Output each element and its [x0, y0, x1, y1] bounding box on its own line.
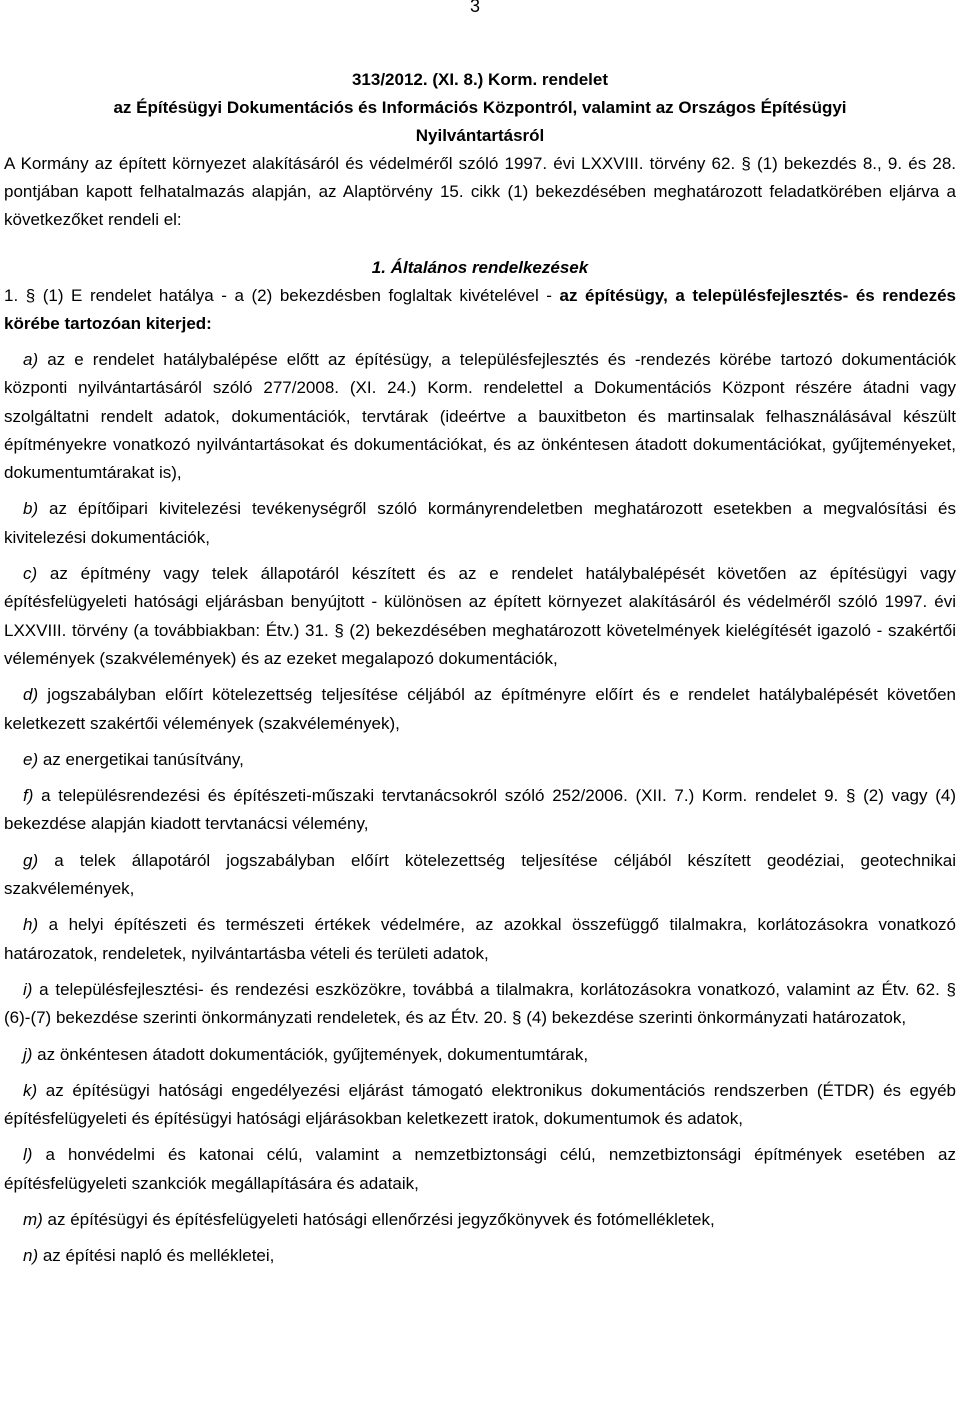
item-label: m): [23, 1210, 43, 1230]
list-item: [4, 1141, 956, 1198]
document-body: [4, 66, 956, 1271]
list-item: [4, 1041, 956, 1069]
item-text: az építésügyi hatósági engedélyezési eljárást támogató elektronikus dokumentációs rendszerben (ÉTDR) és egyéb építésfelügyeleti és építésügyi hatósági eljárásokban keletkezett iratok, dokumentumok és adatok,: [4, 1080, 956, 1129]
item-text: a településrendezési és építészeti-műszaki tervtanácsokról szóló 252/2006. (XII. 7.) Korm. rendelet 9. § (2) vagy (4) bekezdése alapján kiadott tervtanácsi vélemény,: [4, 786, 956, 834]
list-item: [4, 346, 956, 487]
item-label: i): [23, 979, 33, 999]
item-text: az energetikai tanúsítvány,: [38, 749, 244, 769]
list-item: [4, 495, 956, 552]
list-item: [4, 911, 956, 968]
item-text: a telek állapotáról jogszabályban előírt kötelezettség teljesítése céljából készített geodéziai, geotechnikai szakvélemények,: [4, 850, 956, 899]
item-text: az építőipari kivitelezési tevékenységről szóló kormányrendeletben meghatározott esetekben a megvalósítási és kivitelezési dokumentációk,: [4, 499, 956, 547]
list-item: [4, 746, 956, 774]
item-label: e): [23, 749, 39, 769]
item-text: az építmény vagy telek állapotáról készített és az e rendelet hatálybalépését követően az építésügyi vagy építésfelügyeleti hatósági eljárásban benyújtott - különösen az épített környezet alakításáról és védelméről szóló 1997. évi LXXVIII. törvény (a továbbiakban: Étv.) 31. § (2) bekezdésében meghatározott követelmények kielégítését igazoló - szakértői vélemények (szakvélemények) és az ezeket megalapozó dokumentációk,: [4, 564, 956, 668]
list-item: [4, 1077, 956, 1134]
item-label: d): [23, 685, 39, 705]
item-text: a helyi építészeti és természeti értékek védelmére, az azokkal összefüggő tilalmakra, korlátozásokra vonatkozó határozatok, rendeletek, nyilvántartásba vételi és területi adatok,: [4, 915, 956, 963]
item-label: k): [23, 1080, 38, 1100]
list-item: [4, 681, 956, 738]
list-item: [4, 560, 956, 673]
item-label: j): [23, 1044, 33, 1064]
item-label: b): [23, 499, 39, 519]
item-text: a településfejlesztési- és rendezési eszközökre, továbbá a tilalmakra, korlátozásokra vonatkozó, valamint az Étv. 62. § (6)-(7) bekezdése szerinti önkormányzati rendeletek, és az Étv. 20. § (4) bekezdése szerinti önkormányzati határozatok,: [4, 979, 956, 1028]
paragraph-1-scope: az építésügy, a településfejlesztés- és rendezés körébe tartozóan kiterjed:: [4, 286, 956, 333]
item-label: c): [23, 564, 38, 584]
item-text: az e rendelet hatálybalépése előtt az építésügy, a településfejlesztés és -rendezés körébe tartozó dokumentációk központi nyilvántartásáról szóló 277/2008. (XI. 24.) Korm. rendelettel a Dokumentációs Központ részére átadni vagy szolgáltatni rendelt adatok, dokumentációk, tervtárak (ideértve a bauxitbeton és martinsalak felhasználásával készült építményekre vonatkozó nyilvántartásokat és dokumentációkat, és az önkéntesen átadott dokumentációkat, gyűjteményeket, dokumentumtárakat is),: [4, 350, 956, 483]
item-label: h): [23, 915, 39, 935]
item-label: g): [23, 850, 39, 870]
section-heading: 1. Általános rendelkezések: [371, 258, 589, 277]
document-title-line3: Nyilvántartásról: [415, 126, 545, 145]
list-item: [4, 847, 956, 904]
list-item: [4, 1206, 956, 1234]
item-label: a): [23, 350, 39, 369]
item-text: az önkéntesen átadott dokumentációk, gyűjtemények, dokumentumtárak,: [32, 1044, 589, 1064]
item-label: l): [23, 1145, 33, 1165]
item-text: a honvédelmi és katonai célú, valamint a nemzetbiztonsági célú, nemzetbiztonsági építmények esetében az építésfelügyeleti szankciók megállapítására és adataik,: [4, 1145, 956, 1193]
page-number: 3: [470, 0, 481, 16]
item-text: jogszabályban előírt kötelezettség teljesítése céljából az építményre előírt és e rendelet hatálybalépését követően keletkezett szakértői vélemények (szakvélemények),: [4, 685, 956, 733]
list-item: [4, 782, 956, 839]
paragraph-1-intro: 1. § (1) E rendelet hatálya - a (2) bekezdésben foglaltak kivételével -: [4, 286, 560, 305]
preamble: A Kormány az épített környezet alakításáról és védelméről szóló 1997. évi LXXVIII. törvény 62. § (1) bekezdés 8., 9. és 28. pontjában kapott felhatalmazás alapján, az Alaptörvény 15. cikk (1) bekezdésében meghatározott feladatkörében eljárva a következőket rendeli el:: [4, 154, 956, 229]
document-title-line2: az Építésügyi Dokumentációs és Információs Központról, valamint az Országos Építésügyi: [113, 98, 847, 117]
item-label: f): [23, 786, 34, 806]
document-title-line1: 313/2012. (XI. 8.) Korm. rendelet: [351, 70, 609, 89]
item-text: az építési napló és mellékletei,: [38, 1246, 275, 1266]
list-item: [4, 976, 956, 1033]
item-text: az építésügyi és építésfelügyeleti hatósági ellenőrzési jegyzőkönyvek és fotómellékletek,: [42, 1210, 715, 1230]
item-label: n): [23, 1246, 39, 1266]
list-item: [4, 1242, 956, 1270]
paragraph-1: [4, 282, 956, 338]
item-list: [4, 346, 956, 1271]
